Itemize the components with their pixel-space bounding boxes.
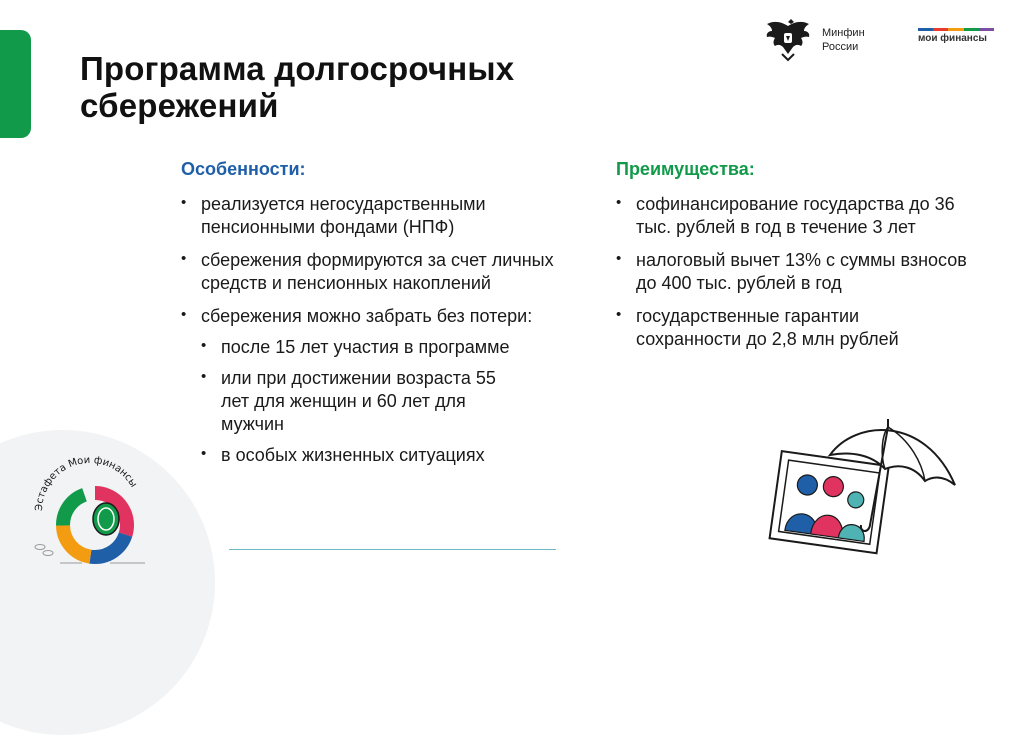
family-photo-umbrella-icon [760,415,960,565]
moi-finansy-logo [918,28,998,52]
list-item-with-sublist [181,305,581,467]
features-heading: Особенности: [181,159,306,179]
title-line-2: сбережений [80,87,279,124]
sub-list-item: • после 15 лет участия в программе [201,336,581,359]
badge-text: Эстафета Мои финансы [33,454,139,512]
logo-stripes [918,28,994,31]
double-headed-eagle-icon [764,16,812,62]
accent-bar [0,30,31,138]
moi-finansy-text: мои финансы [918,33,987,44]
minfin-logo [764,16,874,66]
benefits-heading: Преимущества: [616,159,755,179]
divider [229,549,556,550]
minfin-line-1: Минфин [822,27,865,39]
list-item: • сбережения формируются за счет личных средств и пенсионных накоплений [181,249,581,295]
sub-list-item: • или при достижении возраста 55 лет для женщин и 60 лет для мужчин [201,367,521,436]
coin-ring-icon [20,445,160,570]
minfin-line-2: России [822,41,859,53]
list-item: • реализуется негосударственными пенсионными фондами (НПФ) [181,193,581,239]
sub-list-item: • в особых жизненных ситуациях [201,444,581,467]
title-line-1: Программа долгосрочных [80,50,515,87]
list-item: • софинансирование государства до 36 тыс. рублей в год в течение 3 лет [616,193,966,239]
features-sublist [201,336,581,467]
page-title [80,50,514,124]
list-item-text: сбережения можно забрать без потери: [201,306,533,326]
features-list [181,193,581,477]
benefits-list [616,193,986,361]
list-item: • государственные гарантии сохранности до 2,8 млн рублей [616,305,966,351]
list-item: • налоговый вычет 13% с суммы взносов до 400 тыс. рублей в год [616,249,976,295]
